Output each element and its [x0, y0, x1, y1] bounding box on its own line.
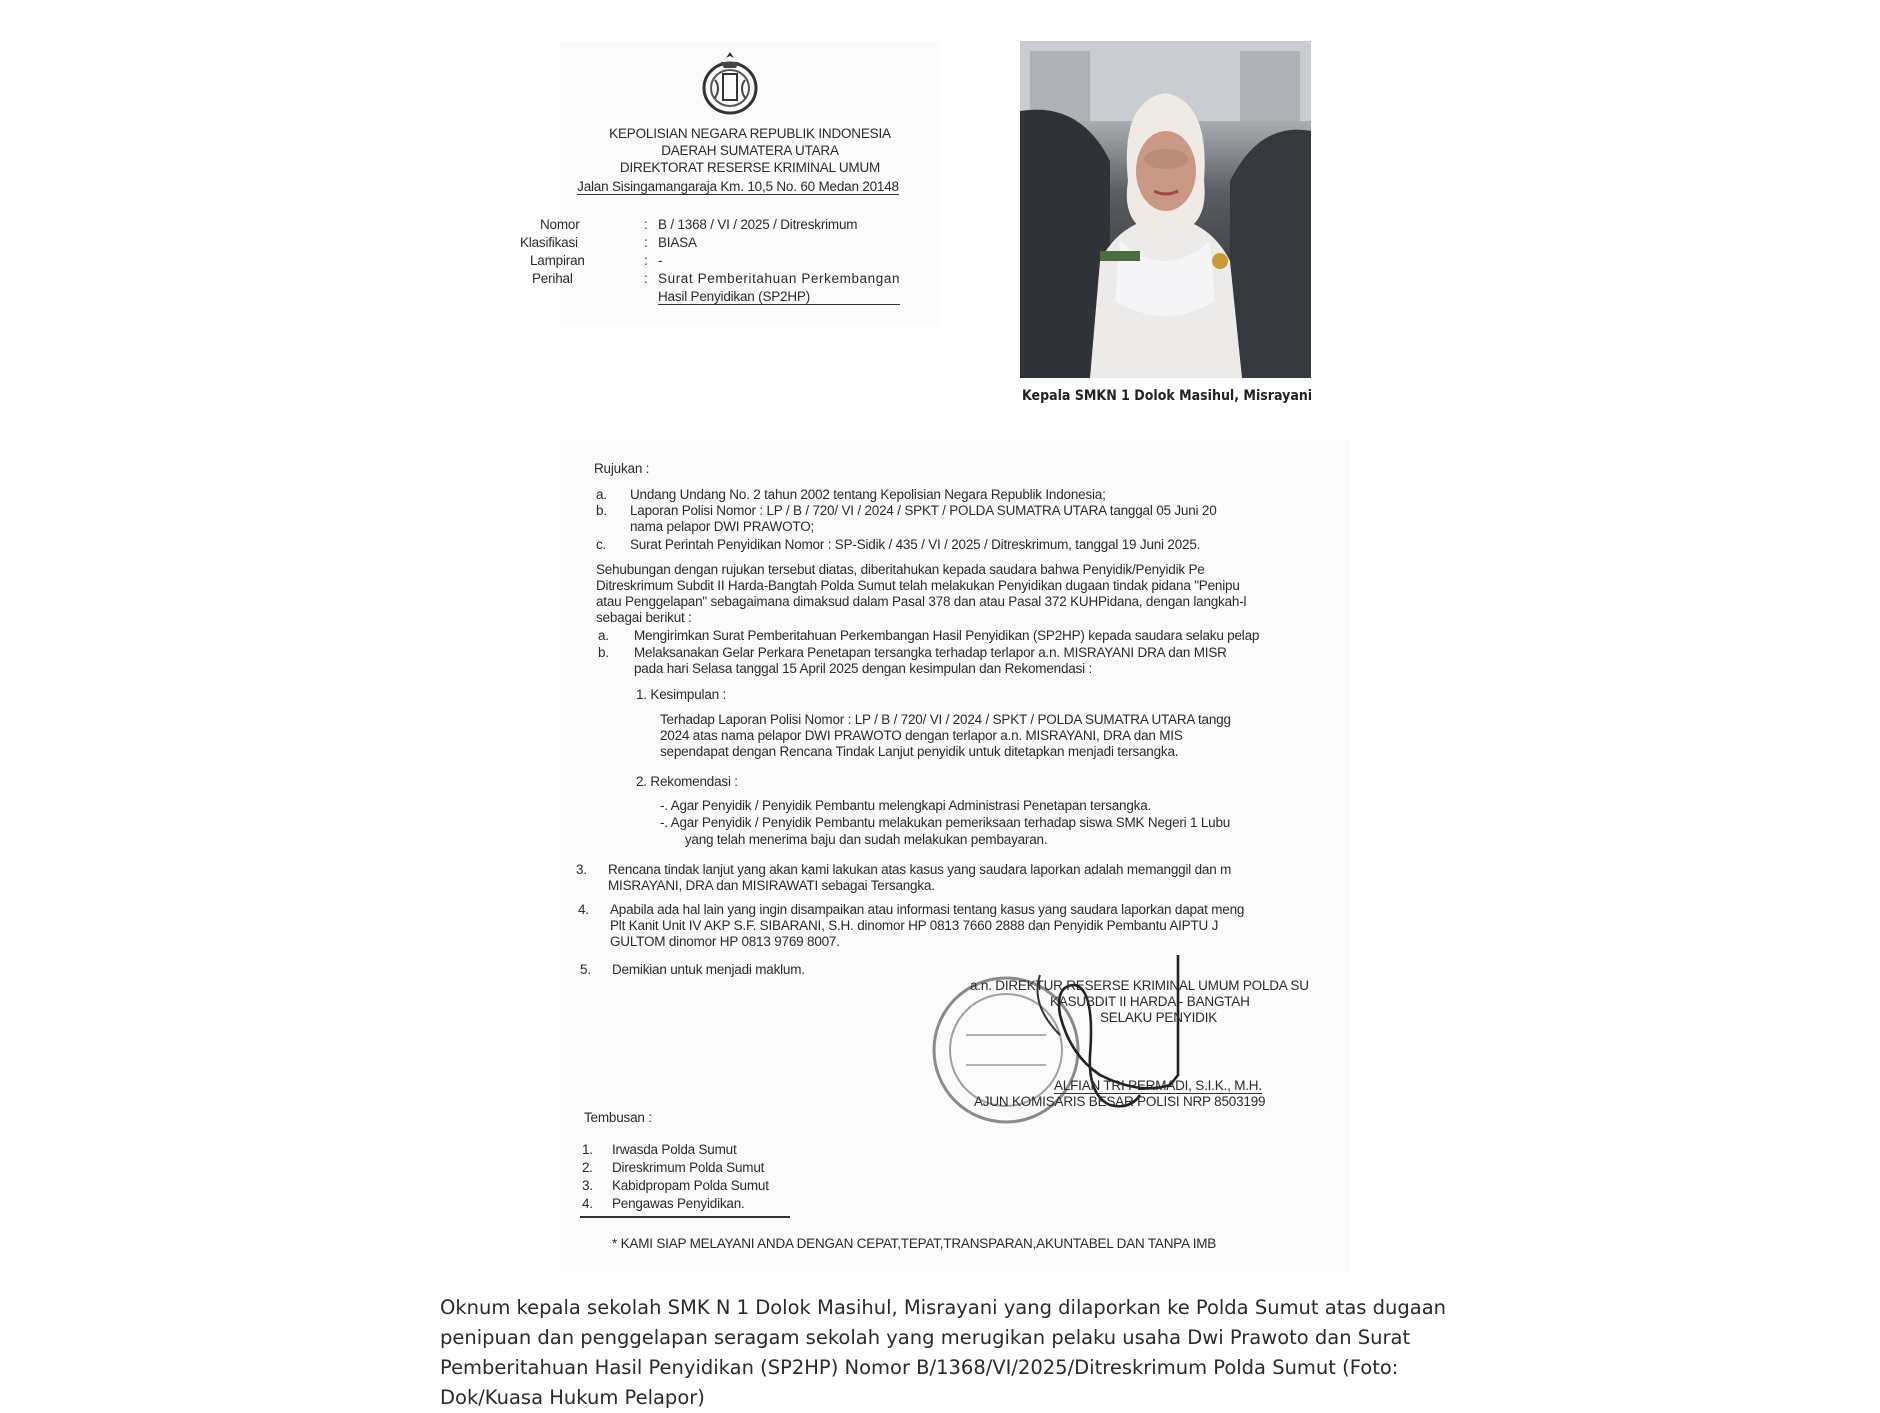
- step-key: b.: [598, 645, 609, 660]
- numbered-line: Apabila ada hal lain yang ingin disampaikan atau informasi tentang kasus yang saudara laporkan dapat meng: [610, 902, 1245, 917]
- meta-label-perihal: Perihal: [532, 271, 573, 286]
- body-line: sebagai berikut :: [596, 610, 692, 625]
- body-line: Sehubungan dengan rujukan tersebut diatas, diberitahukan kepada saudara bahwa Penyidik/Penyidik Pe: [596, 562, 1205, 577]
- body-line: Ditreskrimum Subdit II Harda-Bangtah Polda Sumut telah melakukan Penyidikan dugaan tindak pidana "Penipu: [596, 578, 1240, 593]
- step-item: pada hari Selasa tanggal 15 April 2025 dengan kesimpulan dan Rekomendasi :: [634, 661, 1093, 676]
- numbered-line: Demikian untuk menjadi maklum.: [612, 962, 805, 977]
- rujukan-item: nama pelapor DWI PRAWOTO;: [630, 519, 815, 534]
- numbered-key: 5.: [580, 962, 591, 977]
- motto-line: * KAMI SIAP MELAYANI ANDA DENGAN CEPAT,TEPAT,TRANSPARAN,AKUNTABEL DAN TANPA IMB: [612, 1236, 1217, 1251]
- meta-value-lampiran: -: [658, 253, 663, 268]
- meta-label-lampiran: Lampiran: [530, 253, 585, 268]
- rujukan-key: a.: [596, 487, 607, 502]
- tembusan-rule: [580, 1216, 790, 1218]
- meta-label-nomor: Nomor: [540, 217, 580, 232]
- meta-value-perihal-cont: Hasil Penyidikan (SP2HP): [658, 289, 900, 305]
- numbered-key: 4.: [578, 902, 589, 917]
- numbered-line: Plt Kanit Unit IV AKP S.F. SIBARANI, S.H. dinomor HP 0813 7660 2888 dan Penyidik Pembantu AIPTU J: [610, 918, 1219, 933]
- rekomendasi-line: yang telah menerima baju dan sudah melakukan pembayaran.: [660, 832, 1048, 847]
- signature-line: KASUBDIT II HARDA - BANGTAH: [1050, 994, 1250, 1009]
- step-item: Melaksanakan Gelar Perkara Penetapan tersangka terhadap terlapor a.n. MISRAYANI DRA dan MISR: [634, 645, 1227, 660]
- numbered-line: MISRAYANI, DRA dan MISIRAWATI sebagai Tersangka.: [608, 878, 935, 893]
- tembusan-label: Tembusan :: [584, 1110, 652, 1125]
- kesimpulan-label: 1. Kesimpulan :: [636, 687, 727, 702]
- meta-label-klasifikasi: Klasifikasi: [520, 235, 578, 250]
- signer-rank: AJUN KOMISARIS BESAR POLISI NRP 8503199: [974, 1094, 1266, 1109]
- numbered-line: Rencana tindak lanjut yang akan kami lakukan atas kasus yang saudara laporkan adalah memanggil dan m: [608, 862, 1232, 877]
- tembusan-key: 1.: [582, 1142, 593, 1157]
- rekomendasi-label: 2. Rekomendasi :: [636, 774, 738, 789]
- rujukan-item: Undang Undang No. 2 tahun 2002 tentang Kepolisian Negara Republik Indonesia;: [630, 487, 1106, 502]
- rujukan-item: Surat Perintah Penyidikan Nomor : SP-Sidik / 435 / VI / 2025 / Ditreskrimum, tanggal 19 Juni 2025.: [630, 537, 1201, 552]
- tembusan-item: Direskrimum Polda Sumut: [612, 1160, 765, 1175]
- caption-line: penipuan dan penggelapan seragam sekolah yang merugikan pelaku usaha Dwi Prawoto dan Surat: [440, 1326, 1411, 1349]
- rujukan-item: Laporan Polisi Nomor : LP / B / 720/ VI / 2024 / SPKT / POLDA SUMATRA UTARA tanggal 05 Juni 20: [630, 503, 1217, 518]
- rujukan-label: Rujukan :: [594, 461, 650, 476]
- tembusan-item: Pengawas Penyidikan.: [612, 1196, 745, 1211]
- tembusan-key: 2.: [582, 1160, 593, 1175]
- letterhead-scan: KEPOLISIAN NEGARA REPUBLIK INDONESIA DAERAH SUMATERA UTARA DIREKTORAT RESERSE KRIMINAL UMUM Jalan Sisingamangaraja Km. 10,5 No. 60 Medan 20148 Nomor : B / 1368 / VI / 2025 / Ditreskrimum Klasifikasi : BIASA Lampiran : - Perihal : Surat Pemberitahuan Perkembangan Hasil Penyidikan (SP2HP): [560, 42, 940, 327]
- caption-line: Dok/Kuasa Hukum Pelapor): [440, 1386, 705, 1409]
- org-line-3: DIREKTORAT RESERSE KRIMINAL UMUM: [619, 160, 881, 175]
- signer-name: ALFIAN TRI PERMADI, S.I.K., M.H.: [1054, 1078, 1262, 1093]
- rujukan-key: b.: [596, 503, 607, 518]
- tembusan-item: Irwasda Polda Sumut: [612, 1142, 737, 1157]
- caption-line: Pemberitahuan Hasil Penyidikan (SP2HP) Nomor B/1368/VI/2025/Ditreskrimum Polda Sumut (Foto:: [440, 1356, 1399, 1379]
- meta-value-perihal: Surat Pemberitahuan Perkembangan: [658, 271, 901, 286]
- news-caption: [440, 1293, 1480, 1413]
- police-emblem-icon: [701, 50, 759, 116]
- rujukan-key: c.: [596, 537, 607, 552]
- principal-photo: [1020, 41, 1311, 378]
- tembusan-item: Kabidpropam Polda Sumut: [612, 1178, 769, 1193]
- org-line-2: DAERAH SUMATERA UTARA: [661, 143, 839, 158]
- org-address: Jalan Sisingamangaraja Km. 10,5 No. 60 Medan 20148: [577, 179, 899, 194]
- step-item: Mengirimkan Surat Pemberitahuan Perkembangan Hasil Penyidikan (SP2HP) kepada saudara selaku pelap: [634, 628, 1260, 643]
- numbered-line: GULTOM dinomor HP 0813 9769 8007.: [610, 934, 840, 949]
- org-line-1: KEPOLISIAN NEGARA REPUBLIK INDONESIA: [609, 126, 891, 141]
- rekomendasi-line: -. Agar Penyidik / Penyidik Pembantu melengkapi Administrasi Penetapan tersangka.: [660, 798, 1152, 813]
- signature-line: a.n. DIREKTUR RESERSE KRIMINAL UMUM POLDA SU: [970, 978, 1309, 993]
- tembusan-key: 4.: [582, 1196, 593, 1211]
- principal-photo-image: [1020, 41, 1311, 378]
- rekomendasi-line: -. Agar Penyidik / Penyidik Pembantu melakukan pemeriksaan terhadap siswa SMK Negeri 1 Lubu: [660, 815, 1231, 830]
- kesimpulan-line: sependapat dengan Rencana Tindak Lanjut penyidik untuk ditetapkan menjadi tersangka.: [660, 744, 1179, 759]
- meta-value-nomor: B / 1368 / VI / 2025 / Ditreskrimum: [658, 217, 858, 232]
- signature-line: SELAKU PENYIDIK: [1100, 1010, 1218, 1025]
- body-line: atau Penggelapan" sebagaimana dimaksud dalam Pasal 378 dan atau Pasal 372 KUHPidana, dengan langkah-l: [596, 594, 1247, 609]
- letter-scan: [560, 440, 1350, 1272]
- kesimpulan-line: Terhadap Laporan Polisi Nomor : LP / B / 720/ VI / 2024 / SPKT / POLDA SUMATRA UTARA tangg: [660, 712, 1231, 727]
- kesimpulan-line: 2024 atas nama pelapor DWI PRAWOTO dengan terlapor a.n. MISRAYANI, DRA dan MIS: [660, 728, 1183, 743]
- numbered-key: 3.: [576, 862, 587, 877]
- caption-line: Oknum kepala sekolah SMK N 1 Dolok Masihul, Misrayani yang dilaporkan ke Polda Sumut atas dugaan: [440, 1296, 1447, 1319]
- meta-value-klasifikasi: BIASA: [658, 235, 697, 250]
- tembusan-key: 3.: [582, 1178, 593, 1193]
- step-key: a.: [598, 628, 609, 643]
- photo-caption: Kepala SMKN 1 Dolok Masihul, Misrayani: [1022, 388, 1313, 404]
